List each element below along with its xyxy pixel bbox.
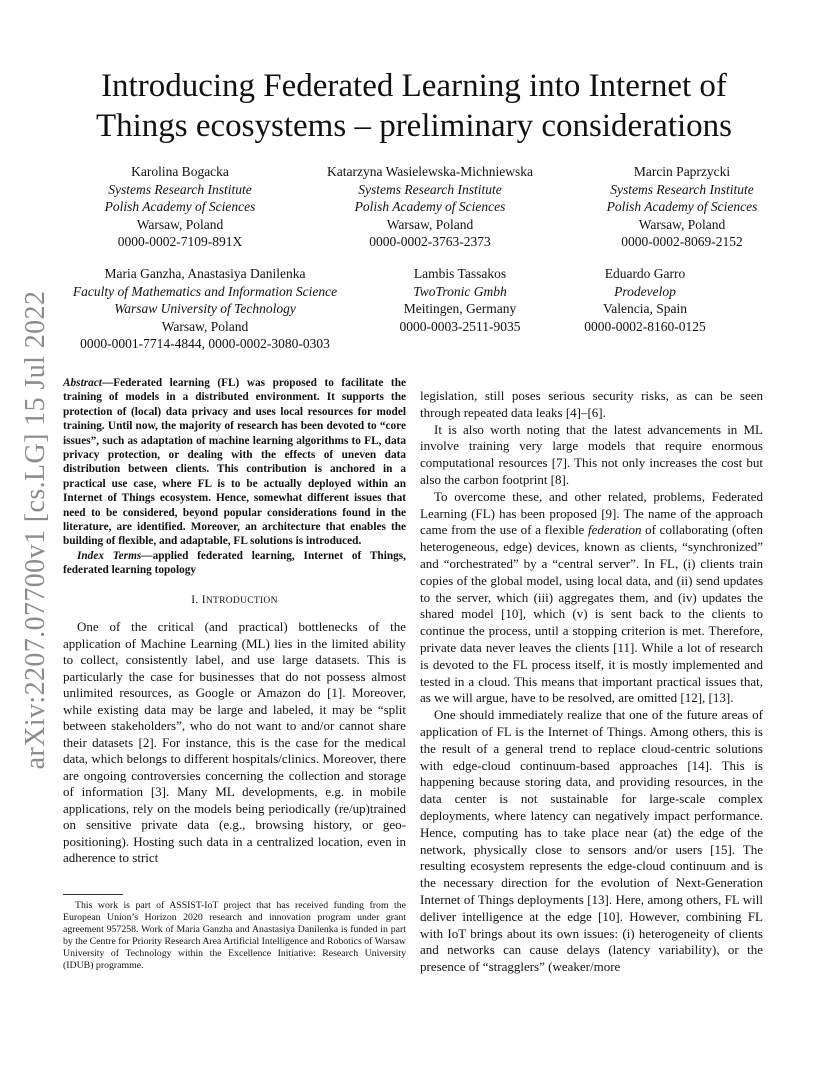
- index-terms: [63, 549, 406, 578]
- author-name: Marcin Paprzycki: [633, 164, 731, 179]
- author-orcid: 0000-0003-2511-9035: [399, 318, 521, 334]
- author-name: Eduardo Garro: [604, 266, 686, 281]
- author-orcid: 0000-0002-7109-891X: [117, 234, 243, 249]
- section-heading-introduction: [63, 592, 406, 610]
- left-column: [63, 376, 406, 867]
- author-orcid: 0000-0002-3763-2373: [369, 234, 491, 249]
- intro-paragraph-3-emphasis: federation: [588, 522, 642, 538]
- author-location: Warsaw, Poland: [386, 216, 474, 232]
- abstract-text: —Federated learning (FL) was proposed to facilitate the training of models in a distributed environment. It supports the protection of (local) data privacy and uses local resources for model training. Until now, the majority of research has been devoted to “core issues”, such as adaptation of machine learning algorithms to FL, data privacy protection, or dealing with the effects of uneven data distribution between clients. This contribution is anchored in a practical use case, where FL is to be actually deployed within an Internet of Things ecosystem. Hence, somewhat different issues that need to be considered, beyond popular considerations found in the literature, are identified. Moreover, an architecture that enables the building of flexible, and adaptable, FL solutions is introduced.: [63, 377, 406, 548]
- paper-title: [60, 66, 768, 146]
- author-affiliation: Polish Academy of Sciences: [354, 199, 506, 214]
- author-name: Maria Ganzha, Anastasiya Danilenka: [104, 266, 306, 281]
- author-orcid: 0000-0002-8069-2152: [621, 234, 743, 249]
- right-column: [420, 388, 763, 976]
- index-terms-text: —applied federated learning, Internet of Things, federated learning topology: [63, 549, 406, 577]
- author-location: Warsaw, Poland: [136, 216, 224, 232]
- author-location: Valencia, Spain: [603, 301, 687, 316]
- author-block-garro: [565, 265, 725, 335]
- abstract-label: Abstract: [63, 377, 102, 389]
- author-block-wasielewska: [300, 163, 560, 251]
- author-affiliation: Faculty of Mathematics and Information Science: [72, 283, 338, 299]
- author-affiliation: Warsaw University of Technology: [114, 301, 296, 316]
- author-affiliation: Prodevelop: [614, 283, 676, 299]
- author-affiliation: Systems Research Institute: [108, 181, 252, 197]
- intro-paragraph-3-part-1: To overcome these, and other related, problems, Federated Learning (FL) has been proposed [9]. The name of the approach came from the use of a flexible: [420, 488, 763, 538]
- intro-paragraph-3: [420, 489, 763, 707]
- author-location: Warsaw, Poland: [161, 318, 249, 334]
- author-affiliation: Systems Research Institute: [610, 181, 754, 197]
- author-orcid: 0000-0002-8160-0125: [584, 318, 706, 334]
- section-heading-numeral: I. I: [191, 593, 206, 606]
- author-block-bogacka: [80, 163, 280, 251]
- author-name: Lambis Tassakos: [413, 266, 507, 281]
- intro-paragraph-4: One should immediately realize that one of the future areas of application of FL is the Internet of Things. Among others, this is the result of a general trend to replace cloud-centric solutions with edge-cloud continuum-based approaches [14]. This is happening because storing data, and providing resources, in the data center is not sustainable for large-scale complex deployments, where latency can negatively impact performance. Hence, computing has to take place near (at) the edge of the network, physically close to sensors and/or users [15]. The resulting ecosystem represents the edge-cloud continuum and is the necessary direction for the evolution of Next-Generation Internet of Things deployments [13]. Here, among others, FL will deliver intelligence at the edge [10]. However, combining FL with IoT brings about its own issues: (i) heterogeneity of clients and networks can cause delays (latency variability), or the presence of “stragglers” (weaker/more: [420, 707, 763, 975]
- author-block-ganzha-danilenka: [60, 265, 350, 353]
- author-affiliation: TwoTronic Gmbh: [413, 283, 507, 299]
- intro-paragraph-3-part-2: of collaborating (often heterogeneous, edge) devices, known as clients, “synchronized” and “orchestrated” by a “central server”. In FL, (i) clients train copies of the global model, using local data, and (ii) send updates to the server, which (iii) aggregates them, and (iv) updates the shared model [10], which (v) is sent back to the clients to continue the process, until a stopping criterion is met. Therefore, private data never leaves the clients [11]. While a lot of research is devoted to the FL process itself, it is mostly implemented and tested in a cloud. This means that important practical issues that, as we will argue, have to be resolved, are omitted [12], [13].: [420, 522, 763, 706]
- author-block-tassakos: [370, 265, 550, 335]
- intro-paragraph-2: It is also worth noting that the latest advancements in ML involve training very large models that require enormous computational resources [7]. This not only increases the cost but also the carbon footprint [8].: [420, 421, 763, 487]
- funding-footnote: This work is part of ASSIST-IoT project that has received funding from the European Union’s Horizon 2020 research and innovation program under grant agreement 957258. Work of Maria Ganzha and Anastasiya Danilenka is funded in part by the Centre for Priority Research Area Artificial Intelligence and Robotics of Warsaw University of Technology within the Excellence Initiative: Research University (IDUB) programme.: [63, 900, 406, 971]
- author-location: Warsaw, Poland: [638, 216, 726, 232]
- author-affiliation: Polish Academy of Sciences: [606, 199, 758, 214]
- section-heading-rest: NTRODUCTION: [205, 595, 278, 606]
- author-affiliation: Systems Research Institute: [358, 181, 502, 197]
- author-location: Meitingen, Germany: [403, 301, 517, 316]
- intro-paragraph-1: One of the critical (and practical) bottlenecks of the application of Machine Learning (ML) lies in the limited ability to collect, consistently label, and use large datasets. This is particularly the case for businesses that do not possess almost unlimited resources, as Google or Amazon do [1]. Moreover, while existing data may be large and labeled, it may be “split between stakeholders”, who do not want to and/or cannot share their datasets [2]. For instance, this is the case for the medical data, which belongs to different hospitals/clinics. Moreover, there are ongoing controversies concerning the collection and storage of information [3]. Many ML developments, e.g. in mobile applications, rely on the models being periodically (re/up)trained on sensitive private data (e.g., browsing history, or geo-positioning). Hosting such data in a centralized location, even in adherence to strict: [63, 619, 406, 866]
- arxiv-stamp-text: arXiv:2207.07700v1 [cs.LG] 15 Jul 2022: [20, 290, 51, 770]
- index-terms-label: Index Terms: [77, 549, 142, 562]
- intro-paragraph-continued: legislation, still poses serious security risks, as can be seen through repeated data leaks [4]–[6].: [420, 388, 763, 420]
- author-name: Karolina Bogacka: [131, 164, 229, 179]
- author-block-paprzycki: [582, 163, 782, 251]
- author-affiliation: Polish Academy of Sciences: [104, 199, 256, 214]
- author-orcid: 0000-0001-7714-4844, 0000-0002-3080-0303: [80, 336, 330, 351]
- title-line-1: Introducing Federated Learning into Internet of: [101, 68, 727, 104]
- title-line-2: Things ecosystems – preliminary considerations: [95, 108, 733, 144]
- author-name: Katarzyna Wasielewska-Michniewska: [327, 164, 533, 179]
- abstract: [63, 376, 406, 549]
- footnote-rule: [63, 894, 123, 895]
